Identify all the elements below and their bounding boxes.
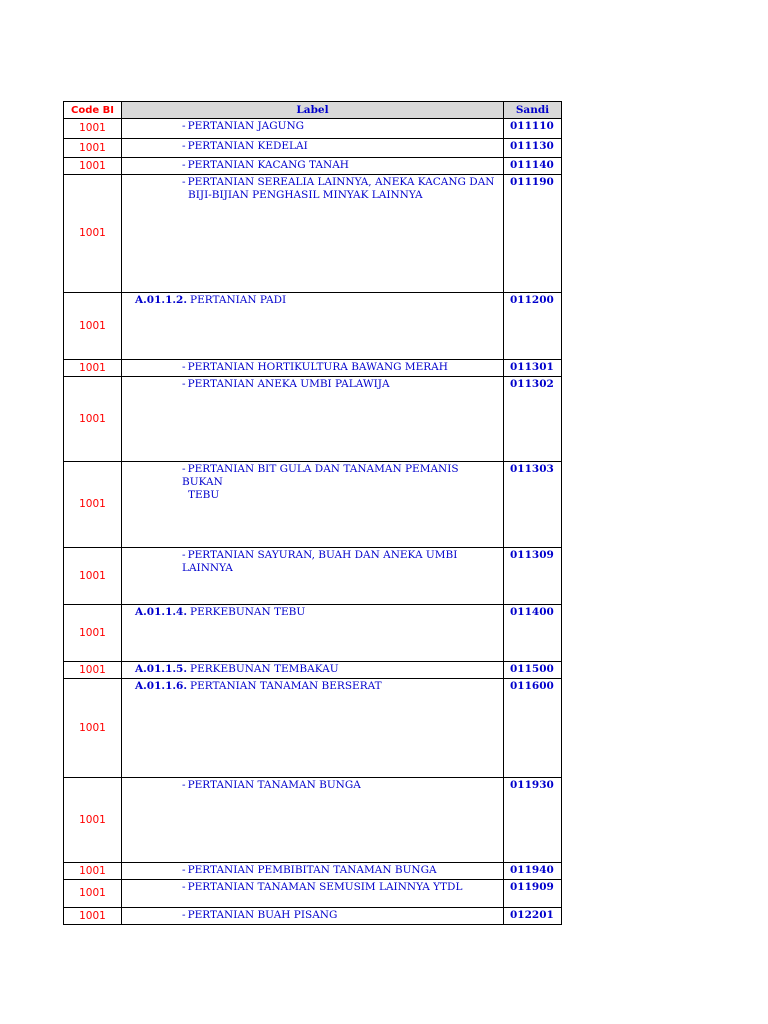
- code-bi-cell: 1001: [64, 139, 122, 158]
- bullet-dash: -: [182, 120, 186, 132]
- label-cell: [122, 158, 504, 175]
- table-row: [64, 880, 562, 908]
- label-cell: [122, 139, 504, 158]
- code-bi-cell: 1001: [64, 175, 122, 293]
- table-row: [64, 679, 562, 778]
- label-cell: [122, 662, 504, 679]
- bullet-dash: -: [182, 779, 186, 791]
- table-row: [64, 158, 562, 175]
- label-text: PERTANIAN TANAMAN BERSERAT: [190, 680, 382, 692]
- sandi-cell: 011309: [504, 548, 562, 605]
- section-code: A.01.1.5.: [135, 663, 187, 675]
- code-bi-cell: 1001: [64, 377, 122, 462]
- sandi-cell: 012201: [504, 908, 562, 925]
- sandi-cell: 011140: [504, 158, 562, 175]
- section-code: A.01.1.4.: [135, 606, 187, 618]
- code-bi-cell: 1001: [64, 662, 122, 679]
- header-label: Label: [122, 102, 504, 119]
- label-cell: [122, 293, 504, 360]
- sandi-cell: 011600: [504, 679, 562, 778]
- label-cell: [122, 679, 504, 778]
- sandi-cell: 011110: [504, 119, 562, 139]
- header-row: [64, 102, 562, 119]
- bullet-dash: -: [182, 864, 186, 876]
- bullet-dash: -: [182, 463, 186, 475]
- code-bi-cell: 1001: [64, 360, 122, 377]
- label-cell: [122, 863, 504, 880]
- bullet-dash: -: [182, 549, 186, 561]
- section-code: A.01.1.6.: [135, 680, 187, 692]
- label-cell: [122, 175, 504, 293]
- table-row: [64, 662, 562, 679]
- code-bi-cell: 1001: [64, 462, 122, 548]
- label-cell: [122, 462, 504, 548]
- label-cell: [122, 778, 504, 863]
- table-row: [64, 175, 562, 293]
- code-bi-cell: 1001: [64, 679, 122, 778]
- code-bi-cell: 1001: [64, 119, 122, 139]
- label-cell: [122, 119, 504, 139]
- item-label: [122, 176, 503, 202]
- table-row: [64, 605, 562, 662]
- label-text: PERTANIAN SAYURAN, BUAH DAN ANEKA UMBI LAINNYA: [182, 549, 458, 574]
- label-text: PERTANIAN JAGUNG: [187, 120, 305, 132]
- label-cell: [122, 548, 504, 605]
- item-label: [122, 361, 503, 374]
- table-row: [64, 462, 562, 548]
- sandi-cell: 011909: [504, 880, 562, 908]
- bullet-dash: -: [182, 140, 186, 152]
- label-continuation: BIJI-BIJIAN PENGHASIL MINYAK LAINNYA: [188, 189, 423, 201]
- code-bi-cell: 1001: [64, 293, 122, 360]
- label-text: PERTANIAN HORTIKULTURA BAWANG MERAH: [187, 361, 448, 373]
- code-bi-cell: 1001: [64, 605, 122, 662]
- sandi-cell: 011130: [504, 139, 562, 158]
- table-row: [64, 360, 562, 377]
- sandi-cell: 011301: [504, 360, 562, 377]
- item-label: [122, 779, 503, 792]
- label-text: PERTANIAN PEMBIBITAN TANAMAN BUNGA: [187, 864, 437, 876]
- code-bi-cell: 1001: [64, 778, 122, 863]
- label-text: PERTANIAN TANAMAN SEMUSIM LAINNYA YTDL: [187, 881, 463, 893]
- sandi-cell: 011200: [504, 293, 562, 360]
- section-label: [122, 606, 503, 619]
- code-bi-cell: 1001: [64, 863, 122, 880]
- label-text: PERTANIAN PADI: [190, 294, 287, 306]
- classification-table: [63, 101, 562, 925]
- item-label: [122, 864, 503, 877]
- table-row: [64, 139, 562, 158]
- sandi-cell: 011940: [504, 863, 562, 880]
- label-cell: [122, 880, 504, 908]
- label-text: PERTANIAN ANEKA UMBI PALAWIJA: [187, 378, 390, 390]
- label-cell: [122, 908, 504, 925]
- label-cell: [122, 377, 504, 462]
- code-bi-cell: 1001: [64, 158, 122, 175]
- bullet-dash: -: [182, 378, 186, 390]
- label-cell: [122, 360, 504, 377]
- table-row: [64, 863, 562, 880]
- label-text: PERTANIAN BIT GULA DAN TANAMAN PEMANIS BUKAN: [182, 463, 459, 488]
- sandi-cell: 011930: [504, 778, 562, 863]
- item-label: [122, 159, 503, 172]
- label-text: PERKEBUNAN TEBU: [190, 606, 306, 618]
- label-text: PERTANIAN KACANG TANAH: [187, 159, 349, 171]
- table-body: [64, 119, 562, 925]
- item-label: [122, 378, 503, 391]
- label-continuation: TEBU: [188, 489, 220, 501]
- item-label: [122, 120, 503, 133]
- sandi-cell: 011190: [504, 175, 562, 293]
- section-code: A.01.1.2.: [135, 294, 187, 306]
- label-text: PERKEBUNAN TEMBAKAU: [190, 663, 339, 675]
- sandi-cell: 011500: [504, 662, 562, 679]
- item-label: [122, 140, 503, 153]
- bullet-dash: -: [182, 176, 186, 188]
- item-label: [122, 881, 503, 894]
- bullet-dash: -: [182, 909, 186, 921]
- item-label: [122, 549, 503, 575]
- bullet-dash: -: [182, 361, 186, 373]
- code-bi-cell: 1001: [64, 908, 122, 925]
- code-bi-cell: 1001: [64, 548, 122, 605]
- code-bi-cell: 1001: [64, 880, 122, 908]
- section-label: [122, 680, 503, 693]
- sandi-cell: 011400: [504, 605, 562, 662]
- table-row: [64, 548, 562, 605]
- table-row: [64, 778, 562, 863]
- table-row: [64, 377, 562, 462]
- sandi-cell: 011302: [504, 377, 562, 462]
- section-label: [122, 294, 503, 307]
- label-text: PERTANIAN SEREALIA LAINNYA, ANEKA KACANG DAN: [187, 176, 495, 188]
- header-sandi: Sandi: [504, 102, 562, 119]
- label-cell: [122, 605, 504, 662]
- table-row: [64, 119, 562, 139]
- label-text: PERTANIAN TANAMAN BUNGA: [187, 779, 361, 791]
- section-label: [122, 663, 503, 676]
- bullet-dash: -: [182, 881, 186, 893]
- item-label: [122, 909, 503, 922]
- label-text: PERTANIAN KEDELAI: [187, 140, 308, 152]
- item-label: [122, 463, 503, 502]
- bullet-dash: -: [182, 159, 186, 171]
- table-row: [64, 293, 562, 360]
- sandi-cell: 011303: [504, 462, 562, 548]
- header-code: Code BI: [64, 102, 122, 119]
- table-row: [64, 908, 562, 925]
- label-text: PERTANIAN BUAH PISANG: [187, 909, 338, 921]
